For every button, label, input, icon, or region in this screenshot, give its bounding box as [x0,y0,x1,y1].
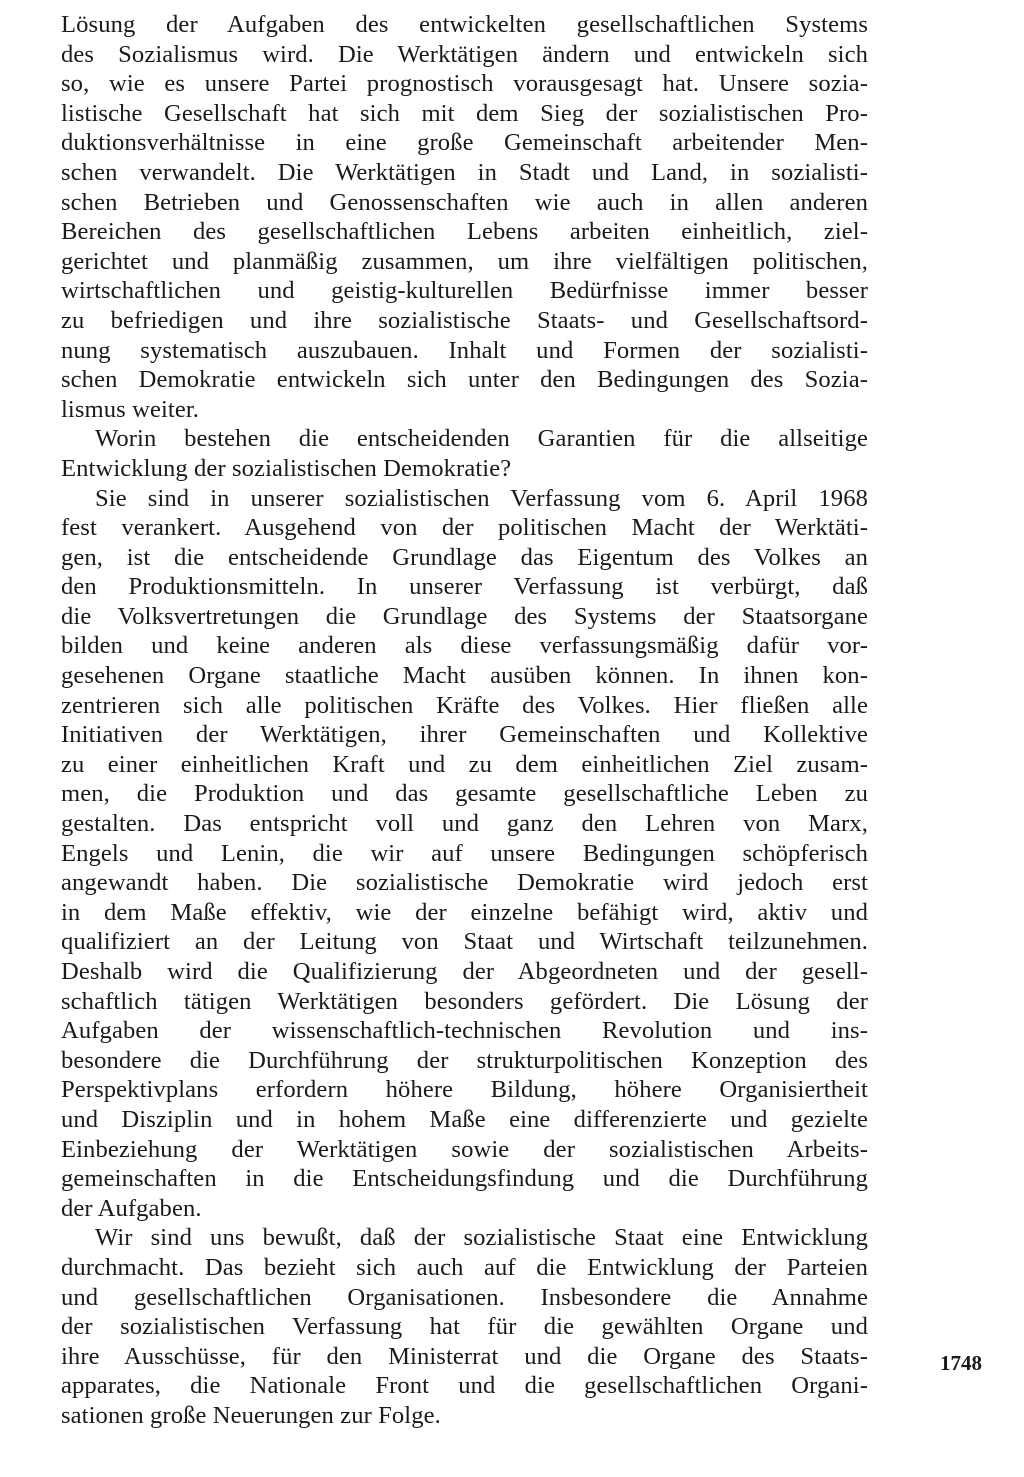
text-line: des Sozialismus wird. Die Werktätigen ändern und entwickeln sich [61,40,868,68]
text-line: gerichtet und planmäßig zusammen, um ihre vielfältigen politischen, [61,247,868,275]
text-line: qualifiziert an der Leitung von Staat und Wirtschaft teilzunehmen. [61,928,868,956]
text-line: schen Demokratie entwickeln sich unter den Bedingungen des Sozia- [61,366,868,394]
text-line: in dem Maße effektiv, wie der einzelne befähigt wird, aktiv und [61,898,868,926]
text-line: Engels und Lenin, die wir auf unsere Bedingungen schöpferisch [61,839,868,867]
text-line: durchmacht. Das bezieht sich auch auf die Entwicklung der Parteien [61,1253,868,1281]
body-text [61,10,868,1431]
text-line: und Disziplin und in hohem Maße eine differenzierte und gezielte [61,1105,868,1133]
text-line: Lösung der Aufgaben des entwickelten gesellschaftlichen Systems [61,11,868,38]
text-line: ihre Ausschüsse, für den Ministerrat und die Organe des Staats- [61,1342,868,1370]
text-line: Wir sind uns bewußt, daß der sozialistische Staat eine Entwicklung [95,1224,868,1252]
text-line: gemeinschaften in die Entscheidungsfindung und die Durchführung [61,1165,868,1193]
text-line: gen, ist die entscheidende Grundlage das Eigentum des Volkes an [61,543,868,571]
question-line: Entwicklung der sozialistischen Demokratie? [61,454,512,482]
text-line: Sie sind in unserer sozialistischen Verfassung vom 6. April 1968 [95,484,868,512]
text-line: apparates, die Nationale Front und die gesellschaftlichen Organi- [61,1372,868,1400]
text-line: duktionsverhältnisse in eine große Gemeinschaft arbeitender Men- [61,129,868,157]
text-line: den Produktionsmitteln. In unserer Verfassung ist verbürgt, daß [61,573,868,601]
page-number: 1748 [940,1351,982,1375]
text-line: men, die Produktion und das gesamte gesellschaftliche Leben zu [61,780,868,808]
text-line: zu befriedigen und ihre sozialistische Staats- und Gesellschaftsord- [61,306,868,334]
text-line: schen Betrieben und Genossenschaften wie auch in allen anderen [61,188,868,216]
text-line: angewandt haben. Die sozialistische Demokratie wird jedoch erst [61,869,868,897]
text-line: nung systematisch auszubauen. Inhalt und Formen der sozialisti- [61,336,868,364]
text-line: Initiativen der Werktätigen, ihrer Gemeinschaften und Kollektive [61,721,868,749]
text-line: Perspektivplans erfordern höhere Bildung, höhere Organisiertheit [61,1076,868,1104]
text-line: gesehenen Organe staatliche Macht ausüben können. In ihnen kon- [61,662,868,690]
text-line: so, wie es unsere Partei prognostisch vorausgesagt hat. Unsere sozia- [61,70,868,98]
text-line: sationen große Neuerungen zur Folge. [61,1401,441,1429]
text-line: der sozialistischen Verfassung hat für die gewählten Organe und [61,1313,868,1341]
text-line: schaftlich tätigen Werktätigen besonders gefördert. Die Lösung der [61,987,868,1015]
text-line: bilden und keine anderen als diese verfassungsmäßig dafür vor- [61,632,868,660]
question-line: Worin bestehen die entscheidenden Garantien für die allseitige [95,425,868,453]
text-line: listische Gesellschaft hat sich mit dem Sieg der sozialistischen Pro- [61,99,868,127]
text-line: Bereichen des gesellschaftlichen Lebens arbeiten einheitlich, ziel- [61,218,868,246]
text-line: wirtschaftlichen und geistig-kulturellen Bedürfnisse immer besser [61,277,868,305]
text-line: Deshalb wird die Qualifizierung der Abgeordneten und der gesell- [61,958,868,985]
text-line: Aufgaben der wissenschaftlich-technischen Revolution und ins- [61,1017,868,1045]
text-line: schen verwandelt. Die Werktätigen in Stadt und Land, in sozialisti- [61,158,868,186]
text-line: zu einer einheitlichen Kraft und zu dem einheitlichen Ziel zusam- [61,750,868,778]
text-line: und gesellschaftlichen Organisationen. Insbesondere die Annahme [61,1283,868,1311]
text-line: zentrieren sich alle politischen Kräfte des Volkes. Hier fließen alle [61,691,868,719]
text-line: der Aufgaben. [61,1194,202,1222]
text-line: lismus weiter. [61,395,200,423]
text-line: gestalten. Das entspricht voll und ganz den Lehren von Marx, [61,810,868,838]
text-line: die Volksvertretungen die Grundlage des Systems der Staatsorgane [61,602,868,630]
text-line: Einbeziehung der Werktätigen sowie der sozialistischen Arbeits- [61,1135,868,1163]
text-line: besondere die Durchführung der strukturpolitischen Konzeption des [61,1046,868,1074]
text-line: fest verankert. Ausgehend von der politischen Macht der Werktäti- [61,514,868,542]
